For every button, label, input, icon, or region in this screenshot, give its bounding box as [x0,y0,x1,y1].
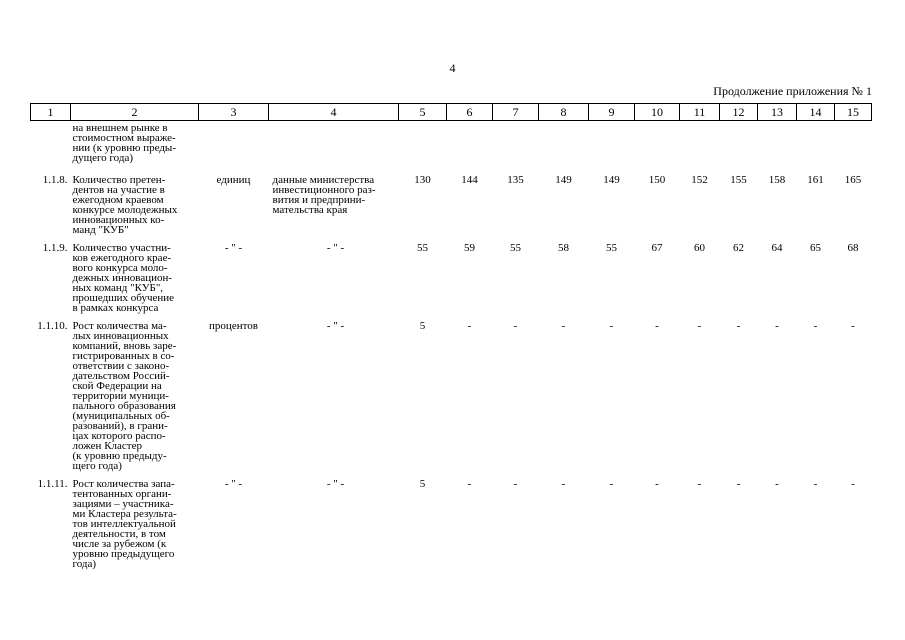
text-line: (муниципальных об- [72,410,170,422]
indicator-name [71,163,199,235]
indicator-number [31,121,71,164]
indicator-name [71,313,199,471]
indicator-number: 1.1.8. [42,174,68,186]
table-row [31,121,872,164]
year-value: - [697,320,702,332]
year-value [835,121,872,164]
year-value: 65 [810,242,821,254]
text-line: лых инновационных [72,330,169,342]
year-value: - [513,478,518,490]
column-header: 13 [758,104,797,121]
text-line: мательства края [272,204,348,216]
year-value [797,121,835,164]
year-value [493,121,539,164]
unit-of-measure: процентов [209,320,258,332]
year-value: 130 [414,174,431,186]
text-line: дательством Россий- [72,370,170,382]
data-source [269,471,399,569]
year-value: 55 [417,242,428,254]
year-value: 58 [558,242,569,254]
year-value: - [561,320,566,332]
appendix-caption: Продолжение приложения № 1 [713,84,872,98]
year-value: - [736,478,741,490]
year-value: - [655,320,659,332]
year-value [720,121,758,164]
text-line: - " - [326,242,345,254]
data-source [269,121,399,164]
year-value [539,121,589,164]
year-value: - [655,478,659,490]
year-value: 149 [555,174,572,186]
year-value: - [813,320,818,332]
year-value: - [736,320,741,332]
data-source [269,163,399,235]
year-value: - [561,478,566,490]
column-header: 9 [589,104,635,121]
text-line: дежных инновацион- [72,272,173,284]
text-line: в рамках конкурса [72,302,159,314]
text-line: конкурсе молодежных [72,204,178,216]
indicator-number: 1.1.9. [42,242,68,254]
text-line: Рост количества запа- [72,478,175,490]
text-line: пального образования [72,400,176,412]
table-row [31,313,872,471]
column-header-row [31,104,872,121]
unit-of-measure: - " - [224,478,243,490]
text-line: на внешнем рынке в [72,122,168,134]
text-line: дентов на участие в [72,184,165,196]
year-value: - [775,478,779,490]
text-line: ков ежегодного крае- [72,252,172,264]
text-line: цах которого распо- [72,430,166,442]
year-value [447,121,493,164]
text-line: данные министерства [272,174,375,186]
year-value [589,121,635,164]
text-line: щего года) [72,460,122,472]
year-value: 5 [419,320,426,332]
text-line: Количество претен- [72,174,166,186]
column-header: 1 [31,104,71,121]
year-value: 59 [464,242,475,254]
data-source [269,235,399,313]
year-value: 55 [510,242,521,254]
column-header: 12 [720,104,758,121]
year-value: - [467,478,472,490]
year-value: 64 [771,242,783,254]
year-value: 152 [691,174,708,186]
text-line: разований), в грани- [72,420,168,432]
text-line: зациями – участника- [72,498,174,510]
column-header: 5 [399,104,447,121]
indicators-table [30,103,872,569]
year-value [680,121,720,164]
year-value: - [467,320,472,332]
text-line: вития и предприни- [272,194,366,206]
year-value [399,121,447,164]
year-value: 135 [507,174,524,186]
table-row [31,471,872,569]
year-value: 5 [419,478,426,490]
text-line: - " - [326,320,345,332]
text-line: ных команд "КУБ", [72,282,164,294]
year-value: 149 [603,174,620,186]
column-header: 7 [493,104,539,121]
text-line: вого конкурса моло- [72,262,168,274]
text-line: ложен Кластер [72,440,142,452]
column-header: 11 [680,104,720,121]
text-line: ской Федерации на [72,380,162,392]
text-line: уровню предыдущего [72,548,175,560]
year-value: 165 [844,174,862,186]
text-line: нии (к уровню преды- [72,142,176,154]
indicator-number: 1.1.11. [37,478,68,490]
text-line: тентованных органи- [72,488,172,500]
year-value: 158 [768,174,786,186]
text-line: инновационных ко- [72,214,165,226]
column-header: 2 [71,104,199,121]
unit-of-measure: - " - [224,242,243,254]
column-header: 14 [797,104,835,121]
text-line: ответствии с законо- [72,360,170,372]
text-line: Количество участни- [72,242,171,254]
text-line: гистрированных в со- [72,350,175,362]
text-line: числе за рубежом (к [72,538,167,550]
text-line: дущего года) [72,152,133,164]
year-value: - [697,478,702,490]
year-value [635,121,680,164]
year-value: - [609,478,614,490]
column-header: 4 [269,104,399,121]
text-line: территории муници- [72,390,169,402]
text-line: прошедших обучение [72,292,175,304]
year-value: 62 [733,242,744,254]
indicator-name [71,121,199,164]
text-line: тов интеллектуальной [72,518,176,530]
column-header: 6 [447,104,493,121]
column-header: 10 [635,104,680,121]
text-line: стоимостном выраже- [72,132,176,144]
text-line: деятельности, в том [72,528,166,540]
unit-of-measure: единиц [216,174,251,186]
year-value: - [609,320,614,332]
indicator-name [71,471,199,569]
unit-of-measure [199,121,269,164]
data-source [269,313,399,471]
table-row [31,163,872,235]
year-value: - [851,320,855,332]
text-line: компаний, вновь заре- [72,340,177,352]
year-value: - [513,320,518,332]
table-row [31,235,872,313]
text-line: Рост количества ма- [72,320,167,332]
text-line: манд "КУБ" [72,224,129,236]
column-header: 8 [539,104,589,121]
year-value: 144 [461,174,478,186]
year-value: - [775,320,779,332]
text-line: ежегодном краевом [72,194,164,206]
year-value: 68 [847,242,859,254]
year-value: 55 [606,242,617,254]
text-line: - " - [326,478,345,490]
year-value: - [851,478,855,490]
year-value: - [813,478,818,490]
year-value: 150 [648,174,666,186]
column-header: 15 [835,104,872,121]
year-value: 67 [651,242,663,254]
year-value [758,121,797,164]
page-number: 4 [449,61,456,75]
indicator-number: 1.1.10. [37,320,68,332]
year-value: 60 [694,242,705,254]
text-line: инвестиционного раз- [272,184,376,196]
year-value: 155 [730,174,747,186]
year-value: 161 [807,174,824,186]
text-line: (к уровню предыду- [72,450,167,462]
text-line: года) [72,558,97,570]
indicator-name [71,235,199,313]
text-line: ми Кластера результа- [72,508,177,520]
column-header: 3 [199,104,269,121]
